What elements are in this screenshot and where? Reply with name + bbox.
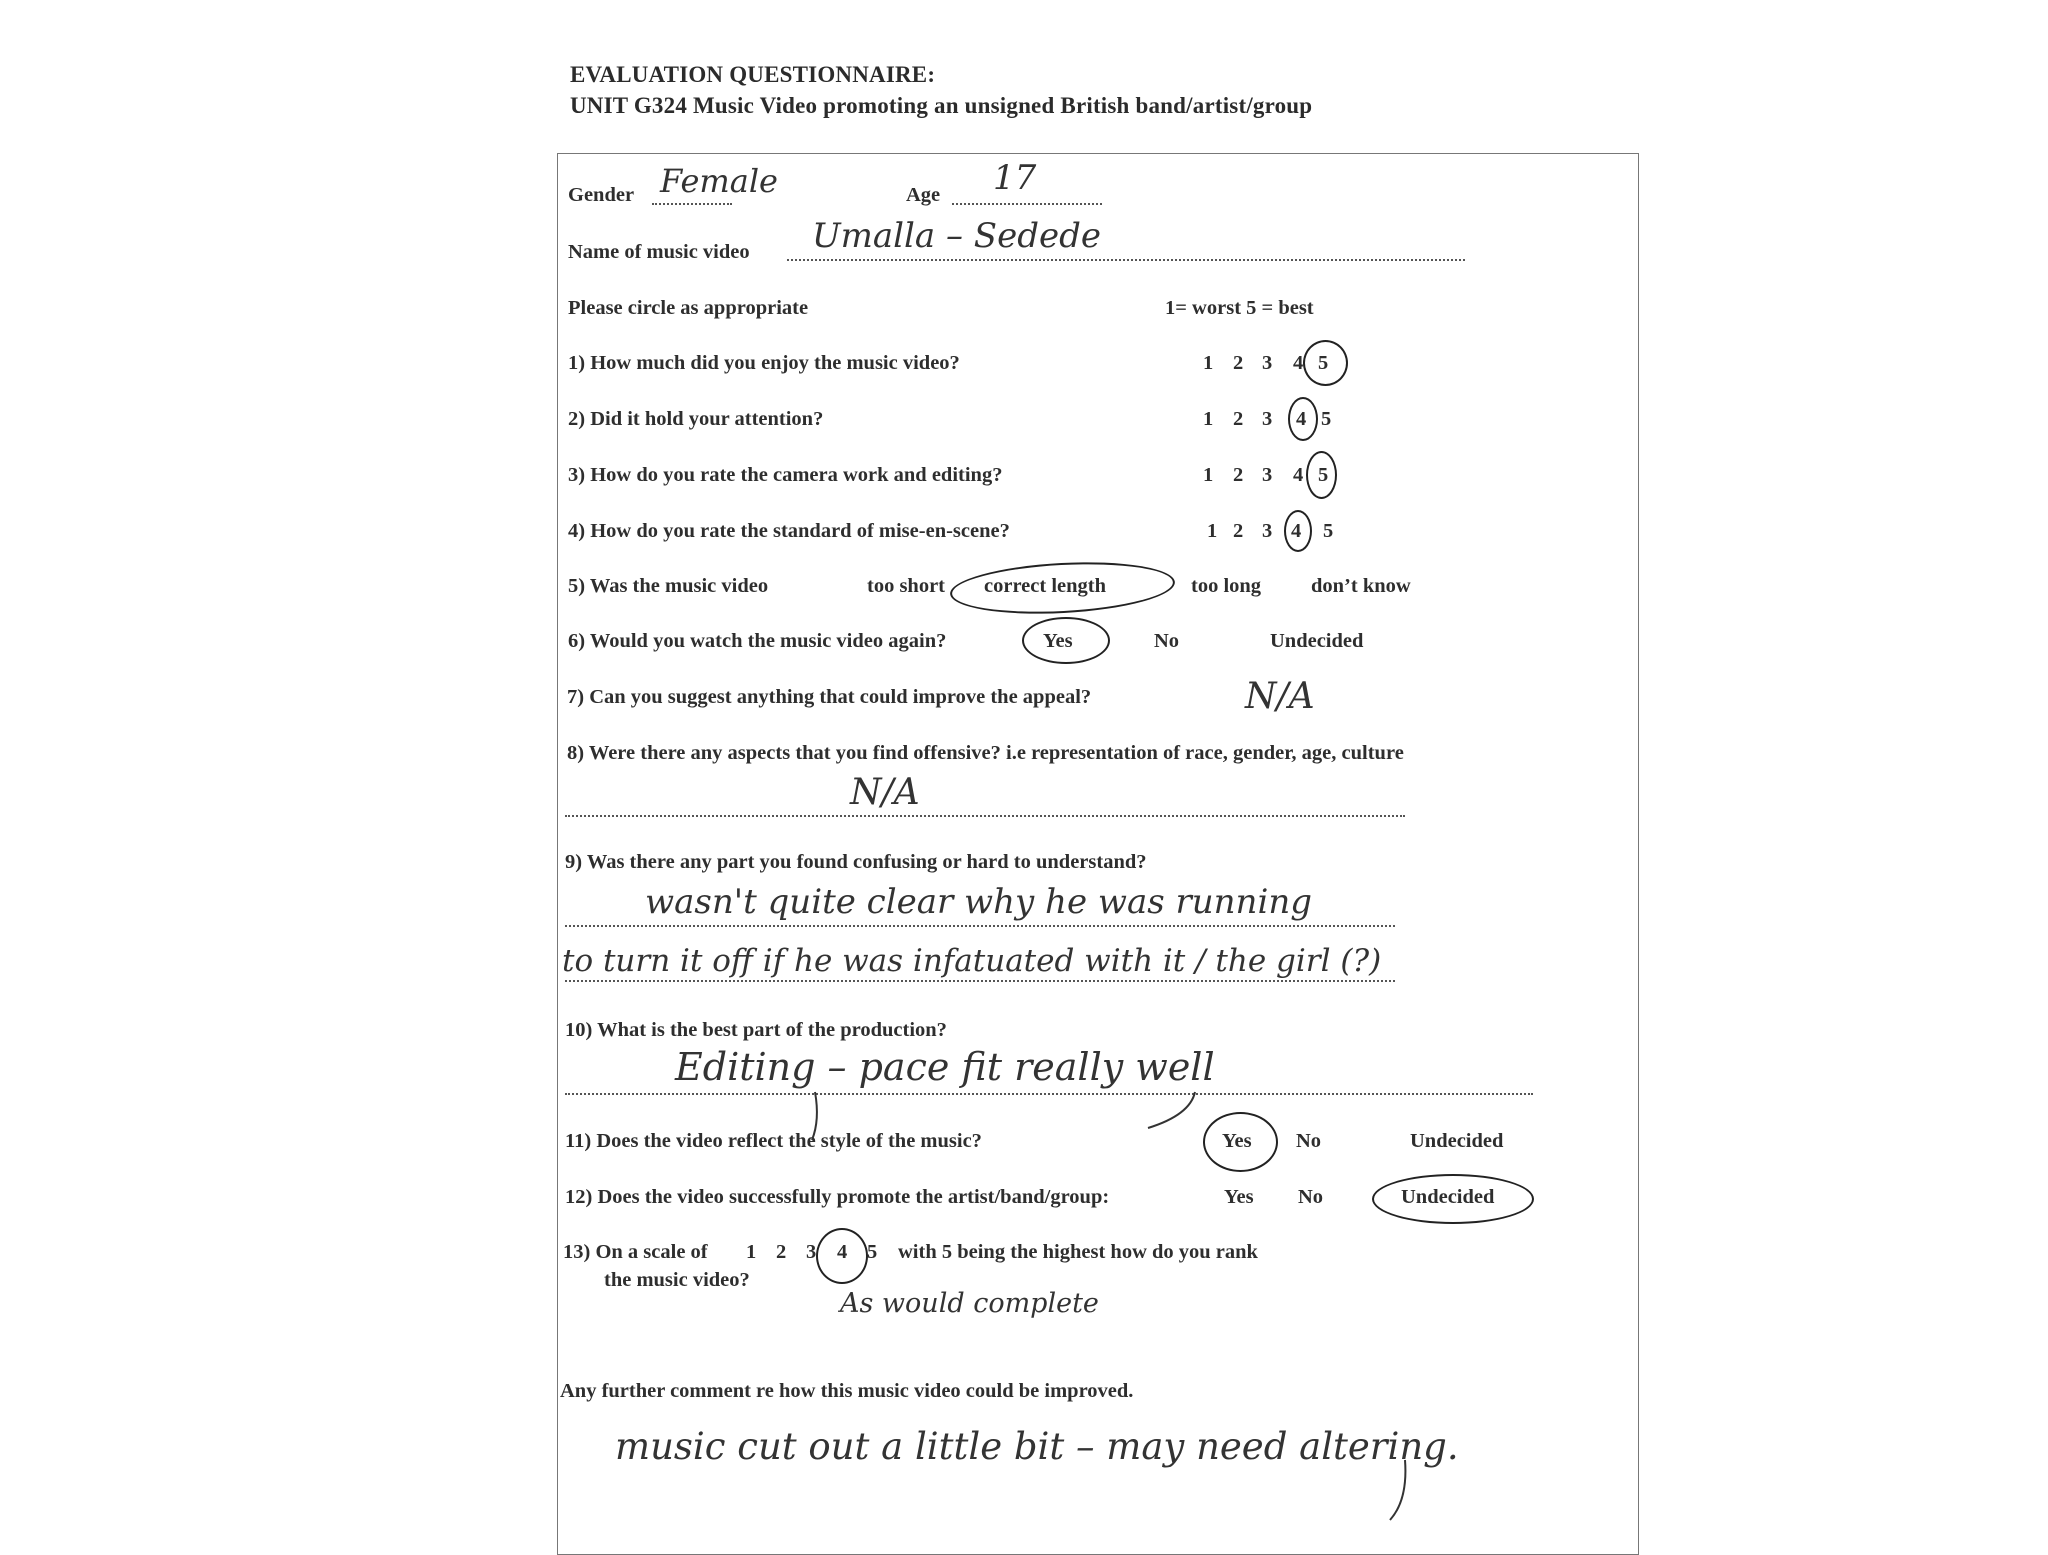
q3-opt-2: 2 — [1233, 464, 1244, 486]
q3-opt-3: 3 — [1262, 464, 1273, 486]
questionnaire-title: EVALUATION QUESTIONNAIRE: — [570, 62, 936, 87]
q12-text: 12) Does the video successfully promote the artist/band/group: — [565, 1186, 1110, 1208]
q12-opt-no: No — [1298, 1186, 1324, 1208]
gender-handwritten: Female — [660, 162, 778, 200]
q2-opt-4: 4 — [1296, 408, 1307, 430]
q5-text: 5) Was the music video — [568, 575, 769, 597]
pen-stroke — [1390, 1460, 1405, 1520]
q10-handwritten-answer: Editing – pace fit really well — [675, 1045, 1215, 1089]
q5-opt-correct-length: correct length — [984, 575, 1106, 597]
q2-opt-1: 1 — [1203, 408, 1214, 430]
q3-opt-4: 4 — [1293, 464, 1304, 486]
pen-stroke — [1148, 1092, 1195, 1128]
q7-handwritten-answer: N/A — [1245, 676, 1315, 717]
unit-subtitle: UNIT G324 Music Video promoting an unsigned British band/artist/group — [570, 93, 1313, 118]
name-label: Name of music video — [568, 241, 750, 263]
q13-text-prefix: 13) On a scale of — [563, 1241, 708, 1263]
q13-opt-4: 4 — [837, 1241, 848, 1263]
q1-opt-5: 5 — [1318, 352, 1329, 374]
q13-handwritten-note: As would complete — [840, 1288, 1099, 1319]
q13-text-suffix: with 5 being the highest how do you rank — [898, 1241, 1258, 1263]
q3-opt-5: 5 — [1318, 464, 1329, 486]
q1-opt-1: 1 — [1203, 352, 1214, 374]
q13-opt-3: 3 — [806, 1241, 817, 1263]
q4-opt-1: 1 — [1207, 520, 1218, 542]
q11-opt-no: No — [1296, 1130, 1322, 1152]
q6-text: 6) Would you watch the music video again? — [568, 630, 947, 652]
pen-stroke — [812, 1092, 817, 1140]
q13-text-line-2: the music video? — [604, 1269, 750, 1291]
q3-text: 3) How do you rate the camera work and editing? — [568, 464, 1003, 486]
q9-handwritten-line-2: to turn it off if he was infatuated with it / the girl (?) — [562, 943, 1382, 979]
q1-opt-4: 4 — [1293, 352, 1304, 374]
q4-text: 4) How do you rate the standard of mise-en-scene? — [568, 520, 1010, 542]
q11-opt-undecided: Undecided — [1410, 1130, 1504, 1152]
q1-opt-3: 3 — [1262, 352, 1273, 374]
q2-opt-5: 5 — [1321, 408, 1332, 430]
q5-opt-dont-know: don’t know — [1311, 575, 1411, 597]
q13-opt-1: 1 — [746, 1241, 757, 1263]
q9-text: 9) Was there any part you found confusing or hard to understand? — [565, 851, 1147, 873]
q5-opt-too-long: too long — [1191, 575, 1262, 597]
q1-text: 1) How much did you enjoy the music video? — [568, 352, 960, 374]
circle-instruction: Please circle as appropriate — [568, 297, 809, 319]
q1-opt-2: 2 — [1233, 352, 1244, 374]
q13-opt-2: 2 — [776, 1241, 787, 1263]
q2-text: 2) Did it hold your attention? — [568, 408, 824, 430]
q6-opt-no: No — [1154, 630, 1180, 652]
gender-label: Gender — [568, 184, 635, 206]
q4-opt-5: 5 — [1323, 520, 1334, 542]
q6-opt-undecided: Undecided — [1270, 630, 1364, 652]
q13-opt-5: 5 — [867, 1241, 878, 1263]
further-comment-handwritten: music cut out a little bit – may need altering. — [615, 1425, 1459, 1468]
age-handwritten: 17 — [993, 158, 1037, 198]
q3-opt-1: 1 — [1203, 464, 1214, 486]
age-label: Age — [906, 184, 941, 206]
q11-opt-yes: Yes — [1222, 1130, 1252, 1152]
q10-text: 10) What is the best part of the production? — [565, 1019, 947, 1041]
q4-opt-4: 4 — [1291, 520, 1302, 542]
q6-opt-yes: Yes — [1043, 630, 1073, 652]
q9-handwritten-line-1: wasn't quite clear why he was running — [645, 882, 1312, 922]
q8-text: 8) Were there any aspects that you find offensive? i.e representation of race, gender, age, culture — [567, 742, 1404, 764]
q7-text: 7) Can you suggest anything that could improve the appeal? — [567, 686, 1092, 708]
q11-text: 11) Does the video reflect the style of the music? — [565, 1130, 982, 1152]
scale-legend: 1= worst 5 = best — [1165, 297, 1314, 319]
q12-opt-undecided: Undecided — [1401, 1186, 1495, 1208]
q12-opt-yes: Yes — [1224, 1186, 1254, 1208]
further-comment-label: Any further comment re how this music video could be improved. — [560, 1380, 1134, 1402]
q4-opt-3: 3 — [1262, 520, 1273, 542]
q2-opt-2: 2 — [1233, 408, 1244, 430]
q8-handwritten-answer: N/A — [850, 772, 920, 813]
q2-opt-3: 3 — [1262, 408, 1273, 430]
name-handwritten: Umalla – Sedede — [812, 216, 1101, 256]
q4-opt-2: 2 — [1233, 520, 1244, 542]
q5-opt-too-short: too short — [867, 575, 946, 597]
